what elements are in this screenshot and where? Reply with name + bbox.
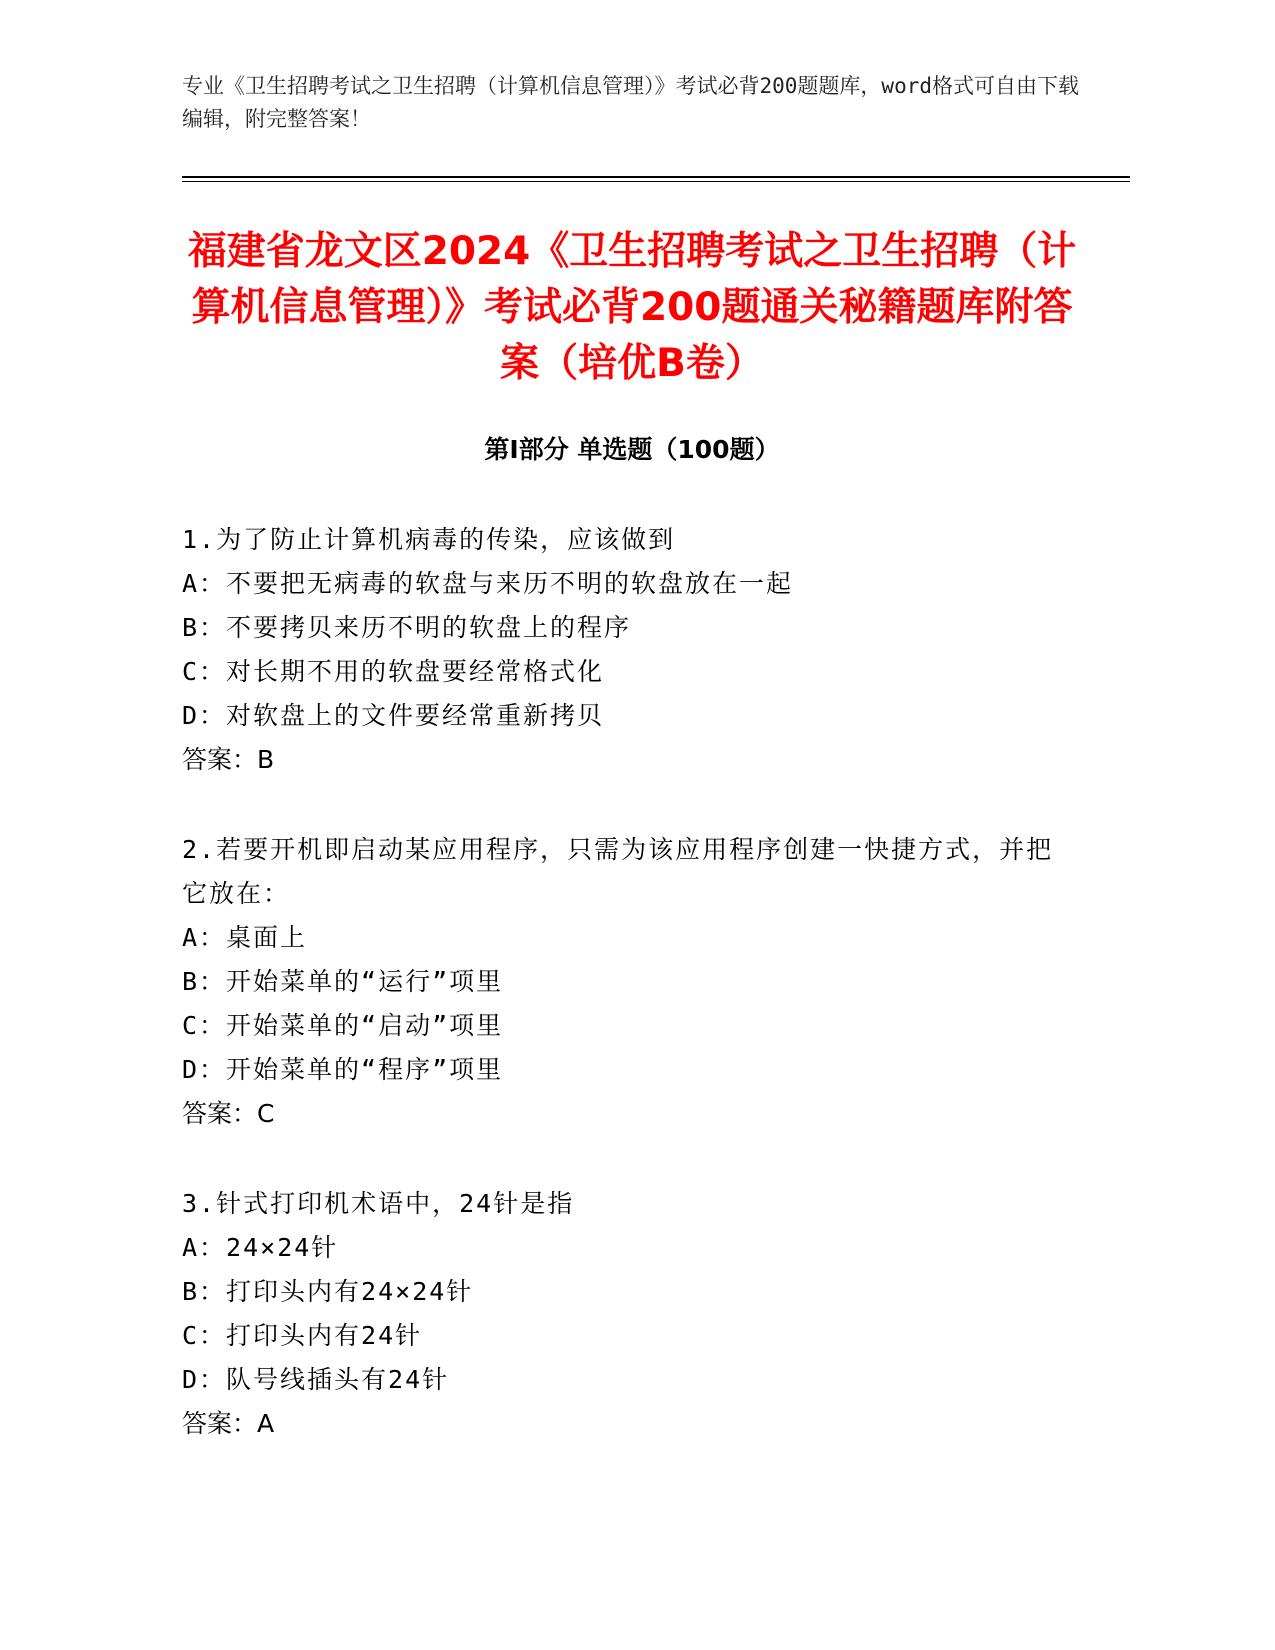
header-rule-thin bbox=[182, 181, 1130, 182]
answer: 答案：A bbox=[182, 1409, 275, 1438]
option-a: A：不要把无病毒的软盘与来历不明的软盘放在一起 bbox=[182, 569, 794, 598]
option-a: A：桌面上 bbox=[182, 923, 308, 952]
header-note: 专业《卫生招聘考试之卫生招聘（计算机信息管理）》考试必背200题题库，word格式可自由下载编辑，附完整答案！ bbox=[182, 74, 1079, 131]
option-c: C：开始菜单的“启动”项里 bbox=[182, 1011, 504, 1040]
document-title: 福建省龙文区2024《卫生招聘考试之卫生招聘（计算机信息管理）》考试必背200题通关秘籍题库附答案（培优B卷） bbox=[187, 229, 1077, 386]
question-1 bbox=[182, 518, 1062, 782]
answer: 答案：B bbox=[182, 745, 275, 774]
question-stem: 2.若要开机即启动某应用程序，只需为该应用程序创建一快捷方式，并把它放在： bbox=[182, 835, 1054, 908]
answer: 答案：C bbox=[182, 1099, 275, 1128]
question-list bbox=[182, 518, 1062, 1492]
question-stem: 3.针式打印机术语中，24针是指 bbox=[182, 1189, 575, 1218]
option-b: B：打印头内有24×24针 bbox=[182, 1277, 474, 1306]
section-title: 第I部分 单选题（100题） bbox=[484, 435, 780, 464]
option-d: D：开始菜单的“程序”项里 bbox=[182, 1055, 504, 1084]
option-d: D：对软盘上的文件要经常重新拷贝 bbox=[182, 701, 605, 730]
option-b: B：不要拷贝来历不明的软盘上的程序 bbox=[182, 613, 632, 642]
option-d: D：队号线插头有24针 bbox=[182, 1365, 450, 1394]
option-c: C：打印头内有24针 bbox=[182, 1321, 423, 1350]
question-2 bbox=[182, 828, 1062, 1136]
question-3 bbox=[182, 1182, 1062, 1446]
question-stem: 1.为了防止计算机病毒的传染，应该做到 bbox=[182, 525, 676, 554]
header-rule-thick bbox=[182, 176, 1130, 178]
option-b: B：开始菜单的“运行”项里 bbox=[182, 967, 504, 996]
option-c: C：对长期不用的软盘要经常格式化 bbox=[182, 657, 605, 686]
option-a: A：24×24针 bbox=[182, 1233, 339, 1262]
